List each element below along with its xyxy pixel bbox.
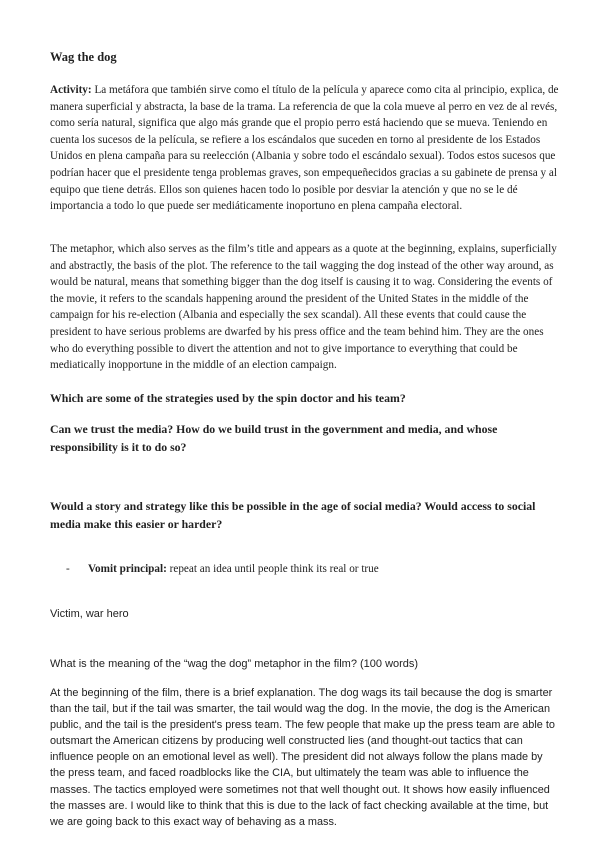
bullet-text: repeat an idea until people think its real or true xyxy=(169,563,379,575)
bullet-item xyxy=(66,563,379,575)
activity-text: La metáfora que también sirve como el título de la película y aparece como cita al principio, explica, de manera superficial y abstracta, la base de la trama. La referencia de que la cola mueve al perro en vez de al revés, como sería natural, significa que algo más grande que el propio perro está haciendo que se mueva. Teniendo en cuenta los sucesos de la película, se refiere a los escándalos que suceden en torno al presidente de los Estados Unidos en plena campaña para su reelección (Albania y sobre todo el escándalo sexual). Todos estos sucesos que podrían hacer que el presidente tenga problemas graves, son empequeñecidos gracias a su gabinete de prensa y al equipo que tiene detrás. Ellos son quienes hacen todo lo posible por desviar la atención y que no se le dé importancia a todo lo que puede ser mediáticamente inoportuno en plena campaña electoral. xyxy=(50,84,559,213)
bullet-term: Vomit principal: xyxy=(88,563,167,575)
question-2: Can we trust the media? How do we build trust in the government and media, and whose responsibility is it to do so? xyxy=(50,422,498,454)
essay-question: What is the meaning of the “wag the dog” metaphor in the film? (100 words) xyxy=(50,658,419,670)
question-3: Would a story and strategy like this be possible in the age of social media? Would access to social media make this easier or harder? xyxy=(50,499,536,531)
english-paragraph: The metaphor, which also serves as the film’s title and appears as a quote at the beginning, explains, superficially and abstractly, the basis of the plot. The reference to the tail wagging the dog instead of the other way around, as would be natural, means that something bigger than the dog itself is causing it to wag. Considering the events of the movie, it refers to the scandals happening around the president of the United States in the middle of the campaign for his re-election (Albania and especially the sex scandal). All these events that could cause the president to have serious problems are dwarfed by his press office and the team behind him. They are the ones who do everything possible to divert the attention and not to give importance to everything that could be mediatically inopportune in the middle of an election campaign. xyxy=(50,243,557,372)
question-1: Which are some of the strategies used by the spin doctor and his team? xyxy=(50,391,406,405)
document-title: Wag the dog xyxy=(50,50,117,64)
bullet-dash: - xyxy=(66,563,70,575)
activity-label: Activity: xyxy=(50,84,92,96)
note-line: Victim, war hero xyxy=(50,608,129,620)
essay-answer: At the beginning of the film, there is a brief explanation. The dog wags its tail because the dog is smarter than the tail, but if the tail was smarter, the tail would wag the dog. In the movie, the dog is the American public, and the tail is the president's press team. The few people that make up the press team are able to outsmart the American citizens by producing well constructed lies (and thought-out tactics that can influence people on an emotional level as well). The president did not always follow the plans made by the press team, and faced roadblocks like the CIA, but ultimately the team was able to influence the masses. The tactics employed were sometimes not that well thought out. It shows how easily influenced the masses are. I would like to think that this is due to the lack of fact checking available at the time, but we are going back to this exact way of behaving as a mass. xyxy=(50,687,555,828)
activity-paragraph xyxy=(50,82,560,215)
